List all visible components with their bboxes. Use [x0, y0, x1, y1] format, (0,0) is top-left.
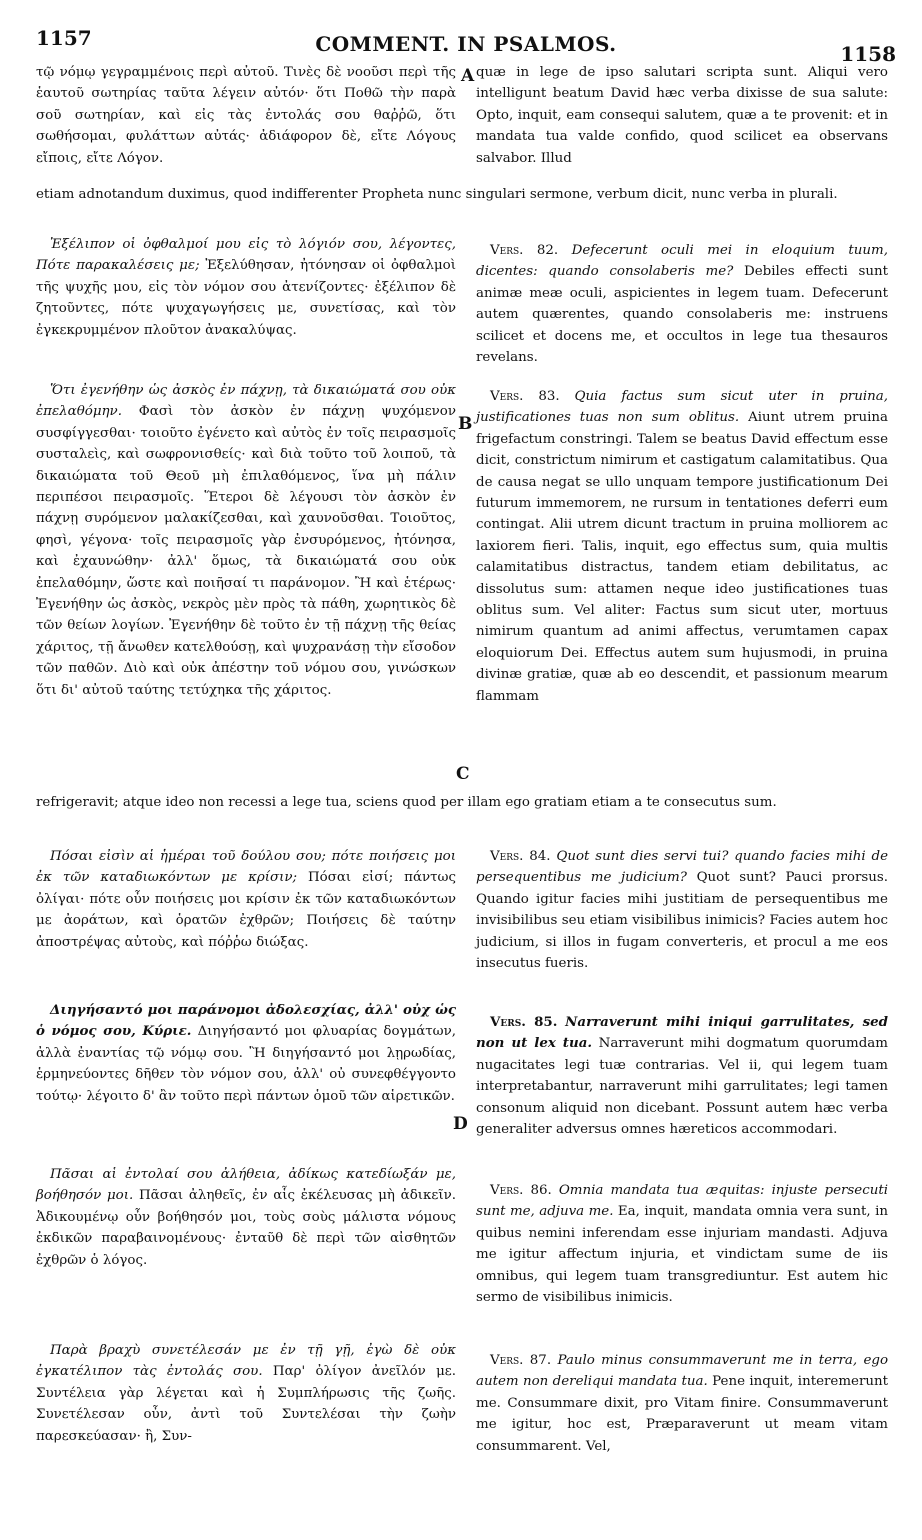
full-width-text: refrigeravit; atque ideo non recessi a lege tua, sciens quod per illam ego gratiam etiam a te consecutus sum.	[36, 795, 777, 810]
greek-verse-82	[36, 234, 456, 341]
greek-top-block	[36, 62, 456, 169]
page-number-right: 1158	[840, 42, 896, 66]
greek-commentary: Φασὶ τὸν ἀσκὸν ἐν πάχνῃ ψυχόμενον συσφίγγεσθαι· τοιοῦτο ἐγένετο καὶ αὐτὸς ἐν τοῖς πειρασμοῖς συσταλεὶς, καὶ σωφρονισθείς· καὶ διὰ τοῦτο τοῦ λοιποῦ, τὰ δικαιώματα τοῦ Θεοῦ μὴ ἐπιλαθόμενος, ἵνα μὴ πάλιν περιπέσοι πειρασμοῖς. Ἕτεροι δὲ λέγουσι τὸν ἀσκὸν ἐν πάχνῃ συρόμενον μαλακίζεσθαι, καὶ χαυνοῦσθαι. Τοιοῦτος, φησὶ, γέγονα· τοῖς πειρασμοῖς γὰρ ἐνσυρόμενος, ἠτόνησα, καὶ ἐχαυνώθην· ἀλλ' ὅμως, τὰ δικαιώματά σου οὐκ ἐπελαθόμην, ὥστε καὶ ποιῆσαί τι παράνομον. Ἢ καὶ ἑτέρως· Ἐγενήθην ὡς ἀσκὸς, νεκρὸς μὲν πρὸς τὰ πάθη, χωρητικὸς δὲ τῶν θείων λογίων. Ἐγενήθην δὲ τοῦτο ἐν τῇ πάχνῃ τῆς θείας χάριτος, τῇ ἄνωθεν κατελθούσῃ, καὶ ψυχρανάσῃ τὴν εἴσοδον τῶν παθῶν. Διὸ καὶ οὐκ ἀπέστην τοῦ νόμου σου, γινώσκων ὅτι δι' αὐτοῦ ταύτης τετύχηκα τῆς χάριτος.	[36, 404, 456, 698]
latin-paragraph: quæ in lege de ipso salutari scripta sunt. Aliqui vero intelligunt beatum David hæc verba dixisse de sua salute: Opto, inquit, eam consequi salutem, quæ a te provenit: et in mandata tua valde confido, quod scilicet ea observans salvabor. Illud	[476, 65, 888, 166]
latin-commentary: Narraverunt mihi dogmatum quorumdam nugacitates legi tuæ contrarias. Vel ii, qui legem tuam interpretabantur, narraverunt mihi garrulitates; legi tamen consonum aliquid non dicebant. Possunt autem hæc verba generaliter adversus omnes hæreticos accommodari.	[476, 1036, 888, 1138]
greek-lemma: Διηγήσαντό μοι παράνομοι ἀδολεσχίας, ἀλλ' οὐχ ὡς ὁ νόμος σου, Κύριε.	[36, 1002, 456, 1040]
latin-commentary: Ea, inquit, mandata omnia vera sunt, in quibus nemini inferendam esse injuriam mandasti. Adjuva me igitur affectum injuria, et vindictam sume de iis omnibus, qui legem tuam transgrediuntur. Est autem hic sermo de visibilibus inimicis.	[476, 1204, 888, 1306]
greek-lemma: Ὅτι ἐγενήθην ὡς ἀσκὸς ἐν πάχνῃ, τὰ δικαιώματά σου οὐκ ἐπελαθόμην.	[36, 383, 456, 420]
latin-lemma: Quot sunt dies servi tui? quando facies mihi de persequentibus me judicium?	[476, 849, 888, 886]
greek-commentary: Παρ' ὀλίγον ἀνεῖλόν με. Συντέλεια γὰρ λέγεται καὶ ἡ Συμπλήρωσις τῆς ζωῆς. Συνετέλεσαν οὖν, ἀντὶ τοῦ Συντελέσαι τὴν ζωὴν παρεσκεύασαν· ἢ, Συν-	[36, 1364, 456, 1444]
verse-label: Vers. 82.	[490, 243, 559, 258]
latin-verse-82	[476, 240, 888, 368]
latin-verse-85	[476, 1012, 888, 1140]
page-header	[32, 26, 900, 66]
greek-verse-84	[36, 846, 456, 953]
latin-commentary: Debiles effecti sunt animæ meæ oculi, aspicientes in legem tuam. Defecerunt autem quærentes, quando consolaberis me: instruens scilicet et docens me, et occultos in lege tua thesauros revelans.	[476, 264, 888, 366]
latin-verse-86	[476, 1180, 888, 1308]
latin-lemma: Defecerunt oculi mei in eloquium tuum, dicentes: quando consolaberis me?	[476, 243, 888, 280]
verse-label: Vers. 85.	[490, 1014, 558, 1030]
verse-label: Vers. 84.	[490, 849, 551, 864]
greek-commentary: Διηγήσαντό μοι φλυαρίας δογμάτων, ἀλλὰ ἐναντίας τῷ νόμῳ σου. Ἢ διηγήσαντό μοι λῃρωδίας, ἑρμηνεύοντες δῆθεν τὸν νόμον σου, ἀλλ' οὐ συνεφθέγγοντο τούτῳ· λέγοιτο δ' ἂν τοῦτο περὶ πάντων ὁμοῦ τῶν αἱρετικῶν.	[36, 1024, 456, 1104]
full-width-paragraph-top	[36, 184, 888, 205]
page-number-left: 1157	[36, 26, 92, 50]
margin-letter-b: B	[458, 414, 473, 434]
latin-verse-84	[476, 846, 888, 974]
full-width-paragraph-83	[36, 792, 888, 813]
latin-lemma: Narraverunt mihi iniqui garrulitates, sed non ut lex tua.	[476, 1014, 888, 1052]
margin-letter-a: A	[461, 66, 475, 86]
latin-lemma: Quia factus sum sicut uter in pruina, justificationes tuas non sum oblitus.	[476, 389, 888, 426]
margin-letter-d: D	[453, 1114, 468, 1134]
greek-paragraph: τῷ νόμῳ γεγραμμένοις περὶ αὐτοῦ. Τινὲς δὲ νοοῦσι περὶ τῆς ἑαυτοῦ σωτηρίας ταῦτα λέγειν αὐτόν· ὅτι Ποθῶ τὴν παρὰ σοῦ σωτηρίαν, καὶ εἰς τὰς ἐντολάς σου θαῤῥῶ, ὅτι σωθήσομαι, φυλάττων αὐτάς· ἀδιάφορον δὲ, εἴτε Λόγους εἴποις, εἴτε Λόγον.	[36, 65, 456, 166]
latin-commentary: Aiunt utrem pruina frigefactum constringi. Talem se beatus David effectum esse dicit, constrictum nimirum et castigatum calamitatibus. Qua de causa negat se ullo unquam tempore justificationum Dei futurum immemorem, ne rursum in tentationes deferri eum contingat. Alii utrem dicunt tractum in pruina molliorem ac laxiorem fieri. Talis, inquit, ego effectus sum, quia multis calamitatibus distractus, tandem etiam debilitatus, ac dissolutus sum: attamen neque ideo justificationes tuas oblitus sum. Vel aliter: Factus sum sicut uter, mortuus nimirum quantum ad animi affectus, verumtamen capax eloquiorum Dei. Effectus autem sum hujusmodi, in pruina divinæ gratiæ, quæ ab eo descendit, et passionum mearum flammam	[476, 410, 888, 704]
greek-lemma: Πόσαι εἰσὶν αἱ ἡμέραι τοῦ δούλου σου; πότε ποιήσεις μοι ἐκ τῶν καταδιωκόντων με κρίσιν;	[36, 849, 456, 886]
greek-verse-83	[36, 380, 456, 701]
greek-lemma: Ἐξέλιπον οἱ ὀφθαλμοί μου εἰς τὸ λόγιόν σου, λέγοντες, Πότε παρακαλέσεις με;	[36, 237, 456, 274]
latin-lemma: Paulo minus consummaverunt me in terra, ego autem non dereliqui mandata tua.	[476, 1353, 889, 1390]
verse-label: Vers. 83.	[490, 389, 560, 404]
full-width-text: etiam adnotandum duximus, quod indifferenter Propheta nunc singulari sermone, verbum dicit, nunc verba in plurali.	[36, 187, 838, 202]
greek-commentary: Πόσαι εἰσί; πάντως ὀλίγαι· πότε οὖν ποιήσεις μοι κρίσιν ἐκ τῶν καταδιωκόντων με ἀοράτων, καὶ ὁρατῶν ἐχθρῶν; Ποιήσεις δὲ ταύτην ἀποστρέψας αὐτοὺς, καὶ πόῤῥω διώξας.	[36, 870, 456, 950]
greek-commentary: Πᾶσαι ἀληθεῖς, ἐν αἷς ἐκέλευσας μὴ ἀδικεῖν. Ἀδικουμένῳ οὖν βοήθησόν μοι, τοὺς σοὺς μάλιστα νόμους ἐκδικῶν παραβαινομένους· ἐνταῦθ δὲ περὶ τῶν αἰσθητῶν ἐχθρῶν ὁ λόγος.	[36, 1188, 456, 1268]
greek-commentary: Ἐξελύθησαν, ἠτόνησαν οἱ ὀφθαλμοὶ τῆς ψυχῆς μου, εἰς τὸν νόμον σου ἀτενίζοντες· ἐξέλιπον δὲ ζητοῦντες, πότε ψυχαγωγήσεις με, συνετίσας, καὶ τὸν ἐγκεκρυμμένον πλοῦτον ἀνακαλύψας.	[36, 258, 456, 338]
greek-verse-85	[36, 1000, 456, 1107]
running-title: COMMENT. IN PSALMOS.	[315, 32, 617, 56]
latin-verse-87	[476, 1350, 888, 1457]
latin-commentary: Pene inquit, interemerunt me. Consummare dixit, pro Vitam finire. Consummaverunt me igitur, hoc est, Præparaverunt ut meam vitam consummarent. Vel,	[476, 1374, 888, 1454]
latin-top-block	[476, 62, 888, 169]
greek-verse-87	[36, 1340, 456, 1447]
verse-label: Vers. 87.	[490, 1353, 552, 1368]
verse-label: Vers. 86.	[490, 1183, 552, 1198]
margin-letter-c: C	[456, 764, 470, 784]
greek-verse-86	[36, 1164, 456, 1271]
greek-lemma: Παρὰ βραχὺ συνετέλεσάν με ἐν τῇ γῇ, ἐγὼ δὲ οὐκ ἐγκατέλιπον τὰς ἐντολάς σου.	[36, 1343, 456, 1380]
latin-commentary: Quot sunt? Pauci prorsus. Quando igitur facies mihi justitiam de persequentibus me invisibilibus seu etiam visibilibus inimicis? Facies autem hoc judicium, si illos in fugam converteris, et procul a me eos insecutus fueris.	[476, 870, 888, 972]
latin-lemma: Omnia mandata tua æquitas: injuste persecuti sunt me, adjuva me.	[476, 1183, 888, 1220]
latin-verse-83	[476, 386, 888, 707]
greek-lemma: Πᾶσαι αἱ ἐντολαί σου ἀλήθεια, ἀδίκως κατεδίωξάν με, βοήθησόν μοι.	[36, 1167, 456, 1204]
